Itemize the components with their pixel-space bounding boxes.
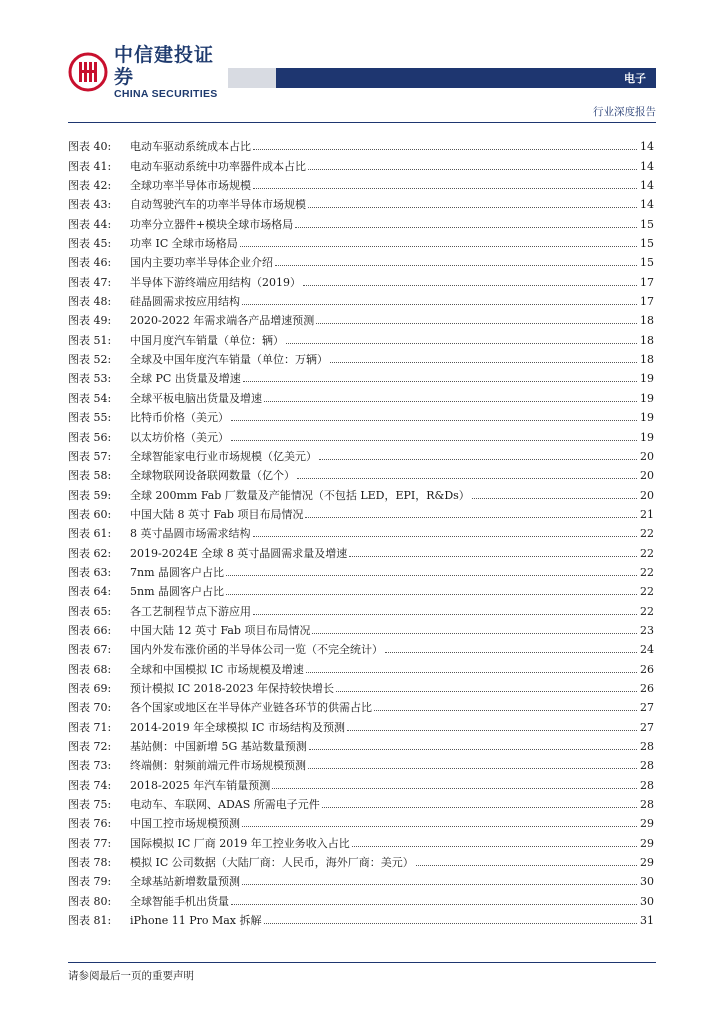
toc-dot-leader: [242, 826, 637, 827]
toc-figure-label: 图表 40:: [68, 140, 112, 154]
toc-page-number: 26: [640, 681, 654, 695]
toc-dot-leader: [472, 498, 637, 499]
toc-dot-leader: [416, 865, 637, 866]
toc-row[interactable]: [68, 250, 656, 269]
toc-figure-label: 图表 54:: [68, 391, 112, 405]
citic-logo-icon: [68, 52, 108, 92]
toc-row[interactable]: [68, 482, 656, 501]
toc-row[interactable]: [68, 173, 656, 192]
toc-dot-leader: [253, 536, 638, 537]
toc-row[interactable]: [68, 540, 656, 559]
toc-figure-label: 图表 75:: [68, 798, 112, 812]
toc-page-number: 28: [640, 798, 654, 812]
toc-page-number: 30: [640, 894, 654, 908]
toc-figure-label: 图表 49:: [68, 314, 112, 328]
toc-page-number: 22: [640, 585, 654, 599]
toc-figure-label: 图表 60:: [68, 507, 112, 521]
toc-figure-title: 全球 PC 出货量及增速: [130, 372, 241, 386]
toc-figure-title: 预计模拟 IC 2018-2023 年保持较快增长: [130, 681, 334, 695]
toc-page-number: 26: [640, 662, 654, 676]
toc-page-number: 19: [640, 372, 654, 386]
toc-row[interactable]: [68, 598, 656, 617]
toc-dot-leader: [385, 652, 637, 653]
toc-page-number: 22: [640, 546, 654, 560]
toc-row[interactable]: [68, 637, 656, 656]
toc-figure-label: 图表 72:: [68, 740, 112, 753]
brand-name-cn: 中信建投证券: [114, 43, 215, 88]
toc-figure-label: 图表 78:: [68, 856, 112, 870]
toc-dot-leader: [347, 730, 637, 731]
toc-figure-label: 图表 64:: [68, 585, 112, 599]
toc-figure-label: 图表 58:: [68, 469, 112, 483]
toc-row[interactable]: [68, 656, 656, 675]
toc-figure-label: 图表 71:: [68, 720, 112, 734]
toc-figure-title: 2019-2024E 全球 8 英寸晶圆需求量及增速: [130, 546, 348, 560]
toc-figure-title: 功率 IC 全球市场格局: [130, 237, 238, 251]
toc-row[interactable]: [68, 830, 656, 849]
toc-dot-leader: [242, 884, 637, 885]
toc-figure-title: 硅晶圆需求按应用结构: [130, 295, 240, 309]
toc-figure-label: 图表 76:: [68, 817, 112, 831]
toc-page-number: 18: [640, 353, 654, 367]
toc-figure-label: 图表 47:: [68, 275, 112, 289]
section-label: 电子: [624, 72, 646, 85]
toc-row[interactable]: [68, 908, 656, 927]
toc-row[interactable]: [68, 618, 656, 637]
toc-figure-label: 图表 42:: [68, 179, 112, 193]
toc-page-number: 17: [640, 295, 654, 309]
toc-row[interactable]: [68, 714, 656, 733]
toc-dot-leader: [319, 459, 637, 460]
toc-page-number: 15: [640, 256, 654, 270]
toc-figure-label: 图表 53:: [68, 372, 112, 386]
toc-row[interactable]: [68, 463, 656, 482]
toc-dot-leader: [330, 362, 637, 363]
toc-dot-leader: [240, 246, 637, 247]
toc-dot-leader: [264, 923, 637, 924]
toc-figure-title: 国内主要功率半导体企业介绍: [130, 256, 273, 270]
toc-row[interactable]: [68, 811, 656, 830]
toc-figure-title: 各工艺制程节点下游应用: [130, 604, 251, 618]
toc-figure-title: 国际模拟 IC 厂商 2019 年工控业务收入占比: [130, 836, 350, 850]
toc-row[interactable]: [68, 695, 656, 714]
toc-dot-leader: [306, 672, 637, 673]
banner-grey-block: [228, 68, 276, 88]
toc-figure-label: 图表 68:: [68, 662, 112, 676]
toc-page-number: 28: [640, 740, 654, 753]
page-header: [0, 0, 724, 118]
toc-dot-leader: [272, 788, 637, 789]
toc-page-number: 28: [640, 778, 654, 792]
toc-figure-title: 全球智能家电行业市场规模（亿美元）: [130, 449, 317, 463]
toc-figure-title: 全球功率半导体市场规模: [130, 179, 251, 193]
toc-page-number: 19: [640, 411, 654, 425]
toc-page-number: 30: [640, 875, 654, 889]
toc-dot-leader: [352, 846, 637, 847]
toc-page-number: 22: [640, 527, 654, 541]
toc-row[interactable]: [68, 366, 656, 385]
toc-page-number: 27: [640, 701, 654, 715]
toc-figure-title: 中国月度汽车销量（单位：辆）: [130, 333, 284, 347]
footer-disclaimer-note: 请参阅最后一页的重要声明: [68, 970, 194, 982]
toc-page-number: 18: [640, 314, 654, 328]
toc-figure-title: 全球和中国模拟 IC 市场规模及增速: [130, 662, 304, 676]
toc-figure-label: 图表 66:: [68, 623, 112, 637]
toc-figure-label: 图表 62:: [68, 546, 112, 560]
toc-dot-leader: [231, 440, 637, 441]
toc-page-number: 20: [640, 488, 654, 502]
toc-page-number: 22: [640, 604, 654, 618]
toc-page-number: 19: [640, 430, 654, 444]
toc-figure-label: 图表 56:: [68, 430, 112, 444]
toc-row[interactable]: [68, 444, 656, 463]
toc-figure-label: 图表 52:: [68, 353, 112, 367]
toc-dot-leader: [297, 478, 637, 479]
toc-page-number: 28: [640, 759, 654, 773]
toc-figure-label: 图表 63:: [68, 565, 112, 579]
brand-name-en: CHINA SECURITIES: [114, 87, 218, 100]
toc-dot-leader: [322, 807, 637, 808]
toc-dot-leader: [226, 594, 637, 595]
toc-dot-leader: [231, 904, 637, 905]
toc-row[interactable]: [68, 231, 656, 250]
toc-figure-title: 中国大陆 12 英寸 Fab 项目布局情况: [130, 623, 311, 637]
toc-dot-leader: [226, 575, 637, 576]
toc-dot-leader: [253, 188, 637, 189]
toc-row[interactable]: [68, 405, 656, 424]
toc-figure-label: 图表 61:: [68, 527, 112, 541]
toc-figure-title: 全球智能手机出货量: [130, 894, 229, 908]
toc-page-number: 19: [640, 391, 654, 405]
toc-figure-title: 7nm 晶圆客户占比: [130, 565, 225, 579]
toc-dot-leader: [275, 265, 637, 266]
toc-figure-label: 图表 65:: [68, 604, 112, 618]
figure-index: [68, 134, 656, 927]
toc-figure-title: 基站侧：中国新增 5G 基站数量预测: [130, 740, 307, 753]
toc-row[interactable]: [68, 850, 656, 869]
toc-page-number: 20: [640, 449, 654, 463]
toc-page-number: 29: [640, 817, 654, 831]
toc-figure-label: 图表 43:: [68, 198, 112, 212]
toc-page-number: 15: [640, 217, 654, 231]
toc-figure-title: 功率分立器件+模块全球市场格局: [130, 217, 294, 231]
toc-page-number: 14: [640, 159, 654, 173]
toc-dot-leader: [308, 207, 637, 208]
toc-page-number: 18: [640, 333, 654, 347]
toc-row[interactable]: [68, 579, 656, 598]
toc-figure-title: 电动车驱动系统中功率器件成本占比: [130, 159, 306, 173]
toc-figure-label: 图表 80:: [68, 894, 112, 908]
toc-dot-leader: [243, 381, 637, 382]
toc-figure-label: 图表 41:: [68, 159, 112, 173]
toc-dot-leader: [305, 517, 637, 518]
toc-row[interactable]: [68, 269, 656, 288]
report-type: 行业深度报告: [593, 106, 656, 118]
toc-page-number: 27: [640, 720, 654, 734]
toc-figure-title: 全球平板电脑出货量及增速: [130, 391, 262, 405]
toc-figure-title: 5nm 晶圆客户占比: [130, 585, 225, 599]
toc-page-number: 22: [640, 565, 654, 579]
toc-row[interactable]: [68, 772, 656, 791]
toc-figure-title: 电动车驱动系统成本占比: [130, 140, 251, 154]
toc-dot-leader: [303, 285, 637, 286]
toc-dot-leader: [264, 401, 637, 402]
toc-figure-title: 中国工控市场规模预测: [130, 817, 240, 831]
toc-page-number: 29: [640, 856, 654, 870]
toc-figure-title: 以太坊价格（美元）: [130, 430, 229, 444]
toc-dot-leader: [312, 633, 637, 634]
toc-dot-leader: [316, 323, 637, 324]
toc-figure-title: 全球基站新增数量预测: [130, 875, 240, 889]
toc-dot-leader: [309, 749, 637, 750]
toc-figure-label: 图表 55:: [68, 411, 112, 425]
toc-page-number: 21: [640, 507, 654, 521]
toc-row[interactable]: [68, 792, 656, 811]
toc-figure-title: 电动车、车联网、ADAS 所需电子元件: [130, 798, 320, 812]
toc-figure-label: 图表 45:: [68, 237, 112, 251]
toc-figure-title: 全球 200mm Fab 厂数量及产能情况（不包括 LED，EPI，R&Ds）: [130, 488, 470, 502]
toc-row[interactable]: [68, 560, 656, 579]
toc-page-number: 31: [640, 914, 654, 928]
company-logo: [68, 43, 218, 100]
toc-figure-title: 2020-2022 年需求端各产品增速预测: [130, 314, 315, 328]
toc-row[interactable]: [68, 289, 656, 308]
header-divider: [68, 122, 656, 123]
banner-blue-block: [276, 68, 656, 88]
toc-row[interactable]: [68, 521, 656, 540]
toc-figure-title: 各个国家或地区在半导体产业链各环节的供需占比: [130, 701, 372, 715]
toc-figure-label: 图表 51:: [68, 333, 112, 347]
toc-dot-leader: [231, 420, 637, 421]
toc-figure-label: 图表 73:: [68, 759, 112, 773]
toc-figure-label: 图表 77:: [68, 836, 112, 850]
toc-figure-title: 全球物联网设备联网数量（亿个）: [130, 469, 295, 483]
toc-row[interactable]: [68, 869, 656, 888]
toc-dot-leader: [308, 768, 637, 769]
toc-page-number: 24: [640, 643, 654, 657]
toc-figure-label: 图表 44:: [68, 217, 112, 231]
toc-figure-label: 图表 57:: [68, 449, 112, 463]
toc-figure-label: 图表 70:: [68, 701, 112, 715]
toc-figure-title: 自动驾驶汽车的功率半导体市场规模: [130, 198, 306, 212]
toc-row[interactable]: [68, 134, 656, 153]
toc-figure-title: 2014-2019 年全球模拟 IC 市场结构及预测: [130, 720, 345, 734]
toc-figure-label: 图表 48:: [68, 295, 112, 309]
toc-dot-leader: [336, 691, 637, 692]
toc-dot-leader: [286, 343, 637, 344]
toc-figure-label: 图表 81:: [68, 914, 112, 928]
toc-figure-title: 终端侧：射频前端元件市场规模预测: [130, 759, 306, 773]
toc-figure-label: 图表 74:: [68, 778, 112, 792]
toc-figure-label: 图表 59:: [68, 488, 112, 502]
toc-figure-label: 图表 67:: [68, 643, 112, 657]
toc-row[interactable]: [68, 327, 656, 346]
toc-page-number: 14: [640, 179, 654, 193]
toc-row[interactable]: [68, 753, 656, 772]
section-banner: [228, 68, 656, 88]
toc-dot-leader: [295, 227, 637, 228]
toc-figure-title: 8 英寸晶圆市场需求结构: [130, 527, 251, 541]
toc-row[interactable]: [68, 347, 656, 366]
toc-page-number: 17: [640, 275, 654, 289]
toc-page-number: 23: [640, 623, 654, 637]
toc-row[interactable]: [68, 192, 656, 211]
toc-row[interactable]: [68, 211, 656, 230]
toc-dot-leader: [349, 556, 637, 557]
toc-dot-leader: [253, 614, 637, 615]
footer-divider: [68, 962, 656, 963]
toc-figure-title: 比特币价格（美元）: [130, 411, 229, 425]
toc-figure-title: 国内外发布涨价函的半导体公司一览（不完全统计）: [130, 643, 383, 657]
toc-row[interactable]: [68, 153, 656, 172]
toc-figure-title: iPhone 11 Pro Max 拆解: [130, 914, 262, 928]
toc-figure-title: 中国大陆 8 英寸 Fab 项目布局情况: [130, 507, 304, 521]
toc-row[interactable]: [68, 385, 656, 404]
toc-figure-title: 全球及中国年度汽车销量（单位：万辆）: [130, 353, 328, 367]
toc-page-number: 29: [640, 836, 654, 850]
toc-row[interactable]: [68, 424, 656, 443]
toc-page-number: 14: [640, 140, 654, 154]
toc-figure-title: 半导体下游终端应用结构（2019）: [130, 275, 301, 289]
toc-row[interactable]: [68, 676, 656, 695]
toc-row[interactable]: [68, 734, 656, 753]
toc-figure-label: 图表 46:: [68, 256, 112, 270]
toc-page-number: 15: [640, 237, 654, 251]
toc-page-number: 14: [640, 198, 654, 212]
toc-dot-leader: [253, 149, 637, 150]
toc-dot-leader: [374, 710, 637, 711]
toc-row[interactable]: [68, 502, 656, 521]
toc-figure-title: 模拟 IC 公司数据（大陆厂商：人民币，海外厂商：美元）: [130, 856, 414, 870]
toc-figure-label: 图表 69:: [68, 681, 112, 695]
toc-page-number: 20: [640, 469, 654, 483]
toc-row[interactable]: [68, 308, 656, 327]
toc-dot-leader: [308, 169, 637, 170]
toc-figure-label: 图表 79:: [68, 875, 112, 889]
toc-figure-title: 2018-2025 年汽车销量预测: [130, 778, 271, 792]
toc-dot-leader: [242, 304, 637, 305]
toc-row[interactable]: [68, 888, 656, 907]
